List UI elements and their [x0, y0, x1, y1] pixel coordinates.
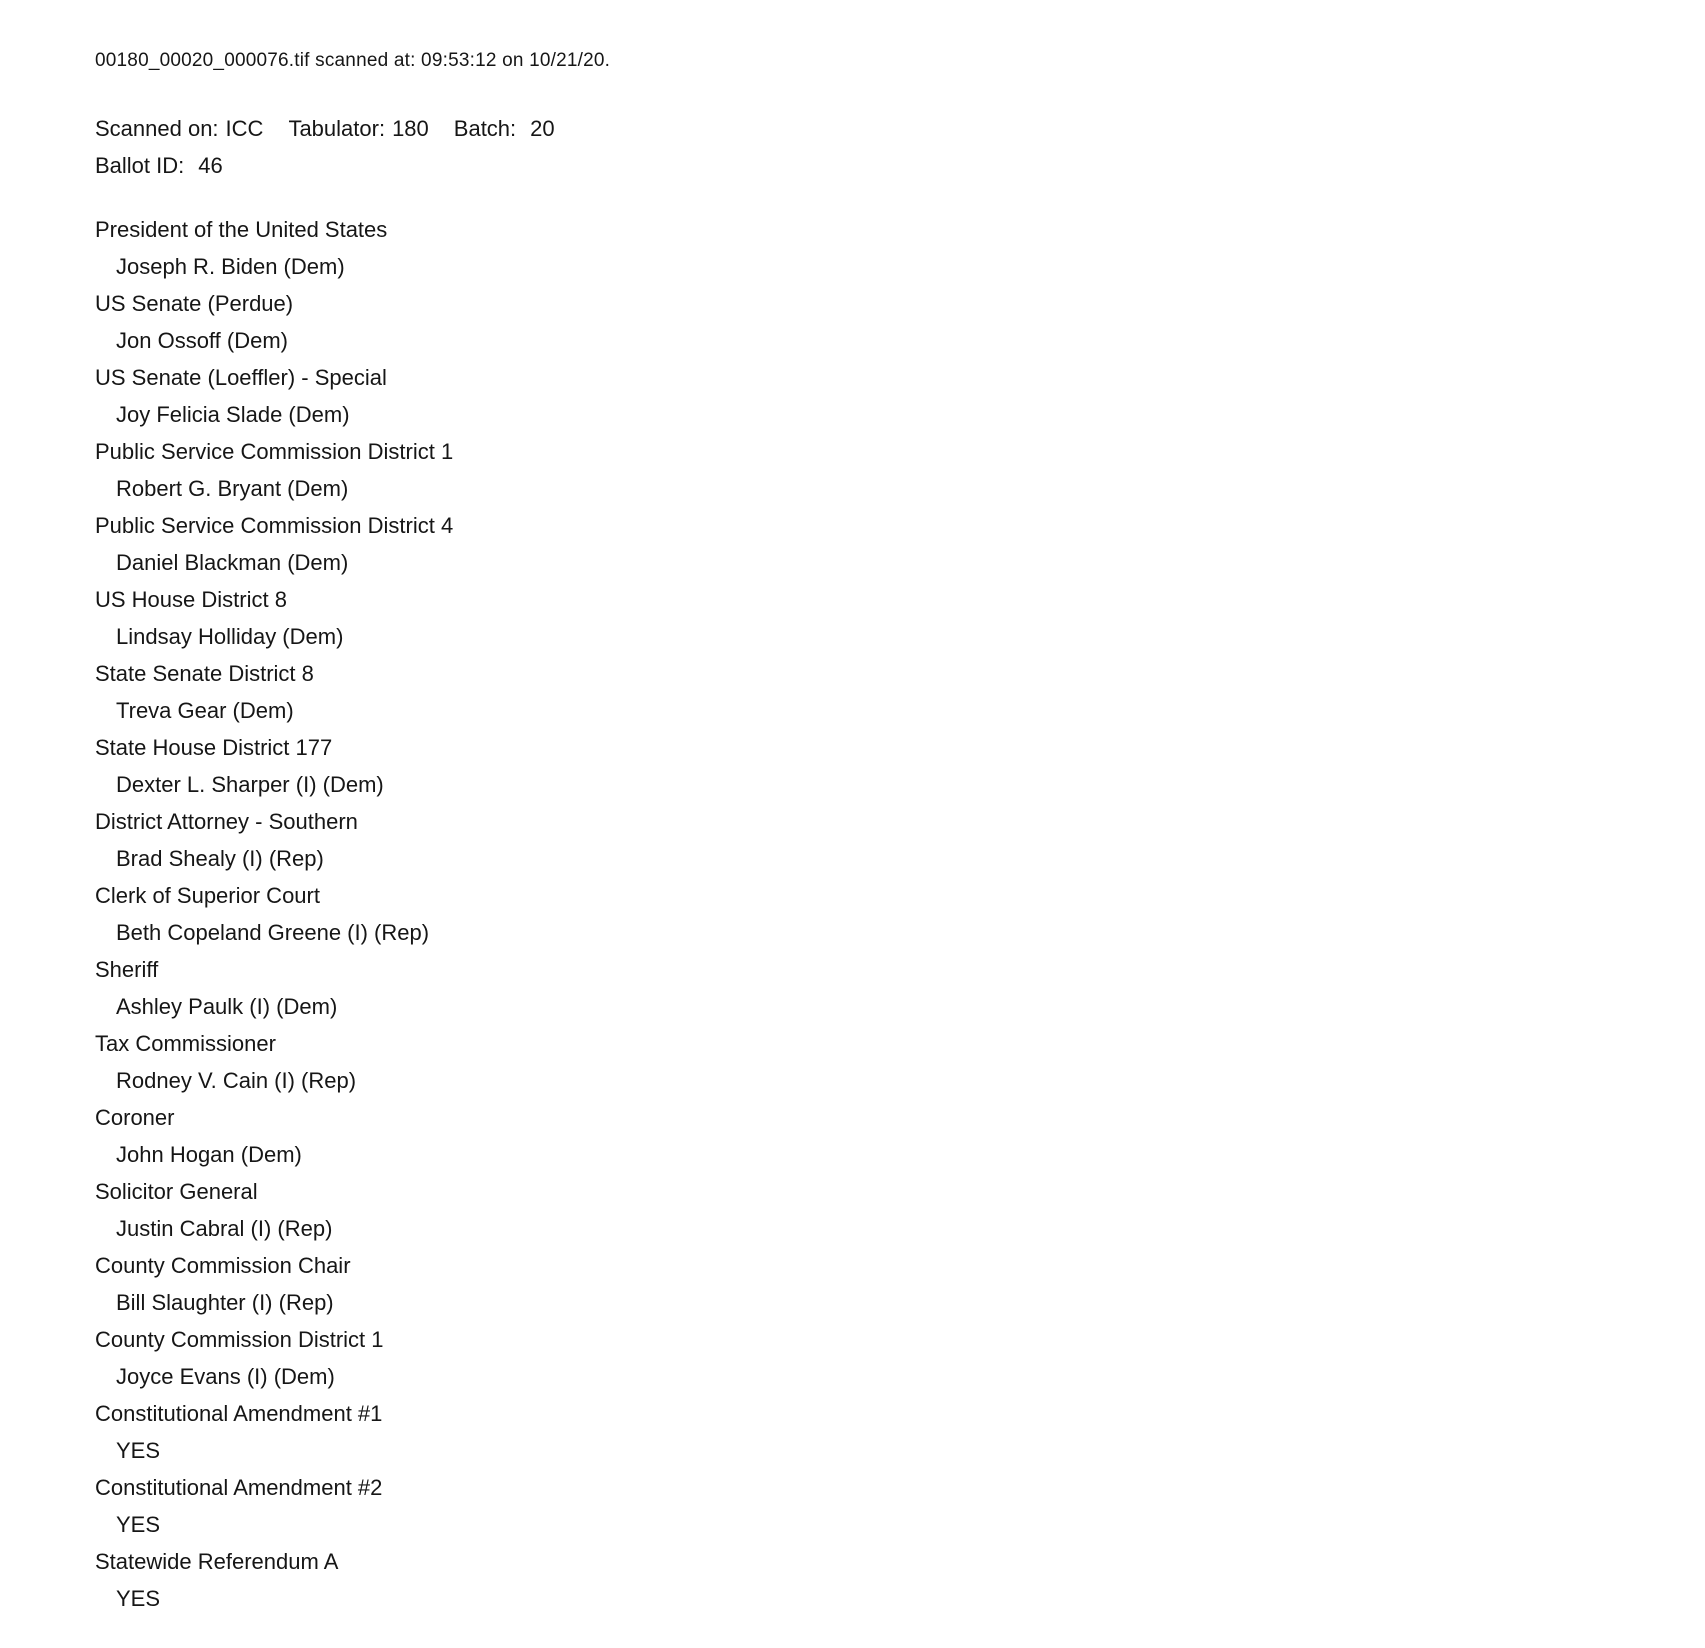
- scan-filename-line: 00180_00020_000076.tif scanned at: 09:53:12 on 10/21/20.: [95, 50, 611, 71]
- contest-selection: Treva Gear (Dem): [116, 698, 294, 723]
- contest-title: President of the United States: [95, 217, 388, 242]
- contest-block: [95, 1321, 1665, 1395]
- contest-block: [95, 285, 1665, 359]
- contest-block: [95, 1543, 1665, 1617]
- ballot-id-value: 46: [198, 153, 223, 178]
- tabulator-label: Tabulator:: [288, 116, 386, 141]
- contest-selection: YES: [116, 1438, 161, 1463]
- contest-selection: Ashley Paulk (I) (Dem): [116, 994, 338, 1019]
- contest-selection: Robert G. Bryant (Dem): [116, 476, 349, 501]
- contest-selection: Joyce Evans (I) (Dem): [116, 1364, 335, 1389]
- contest-block: [95, 951, 1665, 1025]
- contest-block: [95, 729, 1665, 803]
- contest-selection: Dexter L. Sharper (I) (Dem): [116, 772, 384, 797]
- contest-selection: Bill Slaughter (I) (Rep): [116, 1290, 334, 1315]
- contest-block: [95, 1025, 1665, 1099]
- batch-label: Batch:: [453, 116, 517, 141]
- contest-title: State Senate District 8: [95, 661, 314, 686]
- contest-title: District Attorney - Southern: [95, 809, 358, 834]
- contest-selection: YES: [116, 1512, 161, 1537]
- contest-selection: John Hogan (Dem): [116, 1142, 302, 1167]
- contest-title: State House District 177: [95, 735, 333, 760]
- contest-title: Statewide Referendum A: [95, 1549, 339, 1574]
- contest-selection: Jon Ossoff (Dem): [116, 328, 288, 353]
- contest-block: [95, 581, 1665, 655]
- contest-block: [95, 803, 1665, 877]
- ballot-id-row: [95, 147, 1665, 184]
- batch-value: 20: [530, 116, 555, 141]
- scanned-on-value: ICC: [225, 116, 264, 141]
- contest-title: US Senate (Loeffler) - Special: [95, 365, 387, 390]
- contest-title: Coroner: [95, 1105, 175, 1130]
- contest-list: [95, 211, 1665, 1617]
- contest-selection: Lindsay Holliday (Dem): [116, 624, 344, 649]
- contest-block: [95, 877, 1665, 951]
- contest-block: [95, 507, 1665, 581]
- contest-block: [95, 1173, 1665, 1247]
- contest-title: Public Service Commission District 1: [95, 439, 454, 464]
- contest-title: Clerk of Superior Court: [95, 883, 320, 908]
- contest-block: [95, 1247, 1665, 1321]
- contest-title: County Commission Chair: [95, 1253, 351, 1278]
- contest-title: Constitutional Amendment #1: [95, 1401, 383, 1426]
- contest-block: [95, 1469, 1665, 1543]
- contest-selection: Rodney V. Cain (I) (Rep): [116, 1068, 357, 1093]
- contest-title: Constitutional Amendment #2: [95, 1475, 383, 1500]
- contest-selection: Joseph R. Biden (Dem): [116, 254, 345, 279]
- contest-selection: Brad Shealy (I) (Rep): [116, 846, 324, 871]
- contest-block: [95, 1099, 1665, 1173]
- contest-title: Tax Commissioner: [95, 1031, 276, 1056]
- tabulator-value: 180: [392, 116, 429, 141]
- contest-block: [95, 211, 1665, 285]
- contest-title: Solicitor General: [95, 1179, 258, 1204]
- contest-selection: Joy Felicia Slade (Dem): [116, 402, 350, 427]
- contest-block: [95, 655, 1665, 729]
- contest-title: US Senate (Perdue): [95, 291, 294, 316]
- contest-block: [95, 359, 1665, 433]
- contest-title: Sheriff: [95, 957, 159, 982]
- contest-title: County Commission District 1: [95, 1327, 384, 1352]
- scanned-on-label: Scanned on:: [95, 116, 219, 141]
- contest-selection: Daniel Blackman (Dem): [116, 550, 349, 575]
- contest-title: Public Service Commission District 4: [95, 513, 454, 538]
- ballot-id-label: Ballot ID:: [95, 153, 185, 178]
- contest-title: US House District 8: [95, 587, 287, 612]
- contest-block: [95, 1395, 1665, 1469]
- scan-info-row: [95, 110, 1665, 147]
- contest-block: [95, 433, 1665, 507]
- contest-selection: YES: [116, 1586, 161, 1611]
- contest-selection: Justin Cabral (I) (Rep): [116, 1216, 333, 1241]
- contest-selection: Beth Copeland Greene (I) (Rep): [116, 920, 430, 945]
